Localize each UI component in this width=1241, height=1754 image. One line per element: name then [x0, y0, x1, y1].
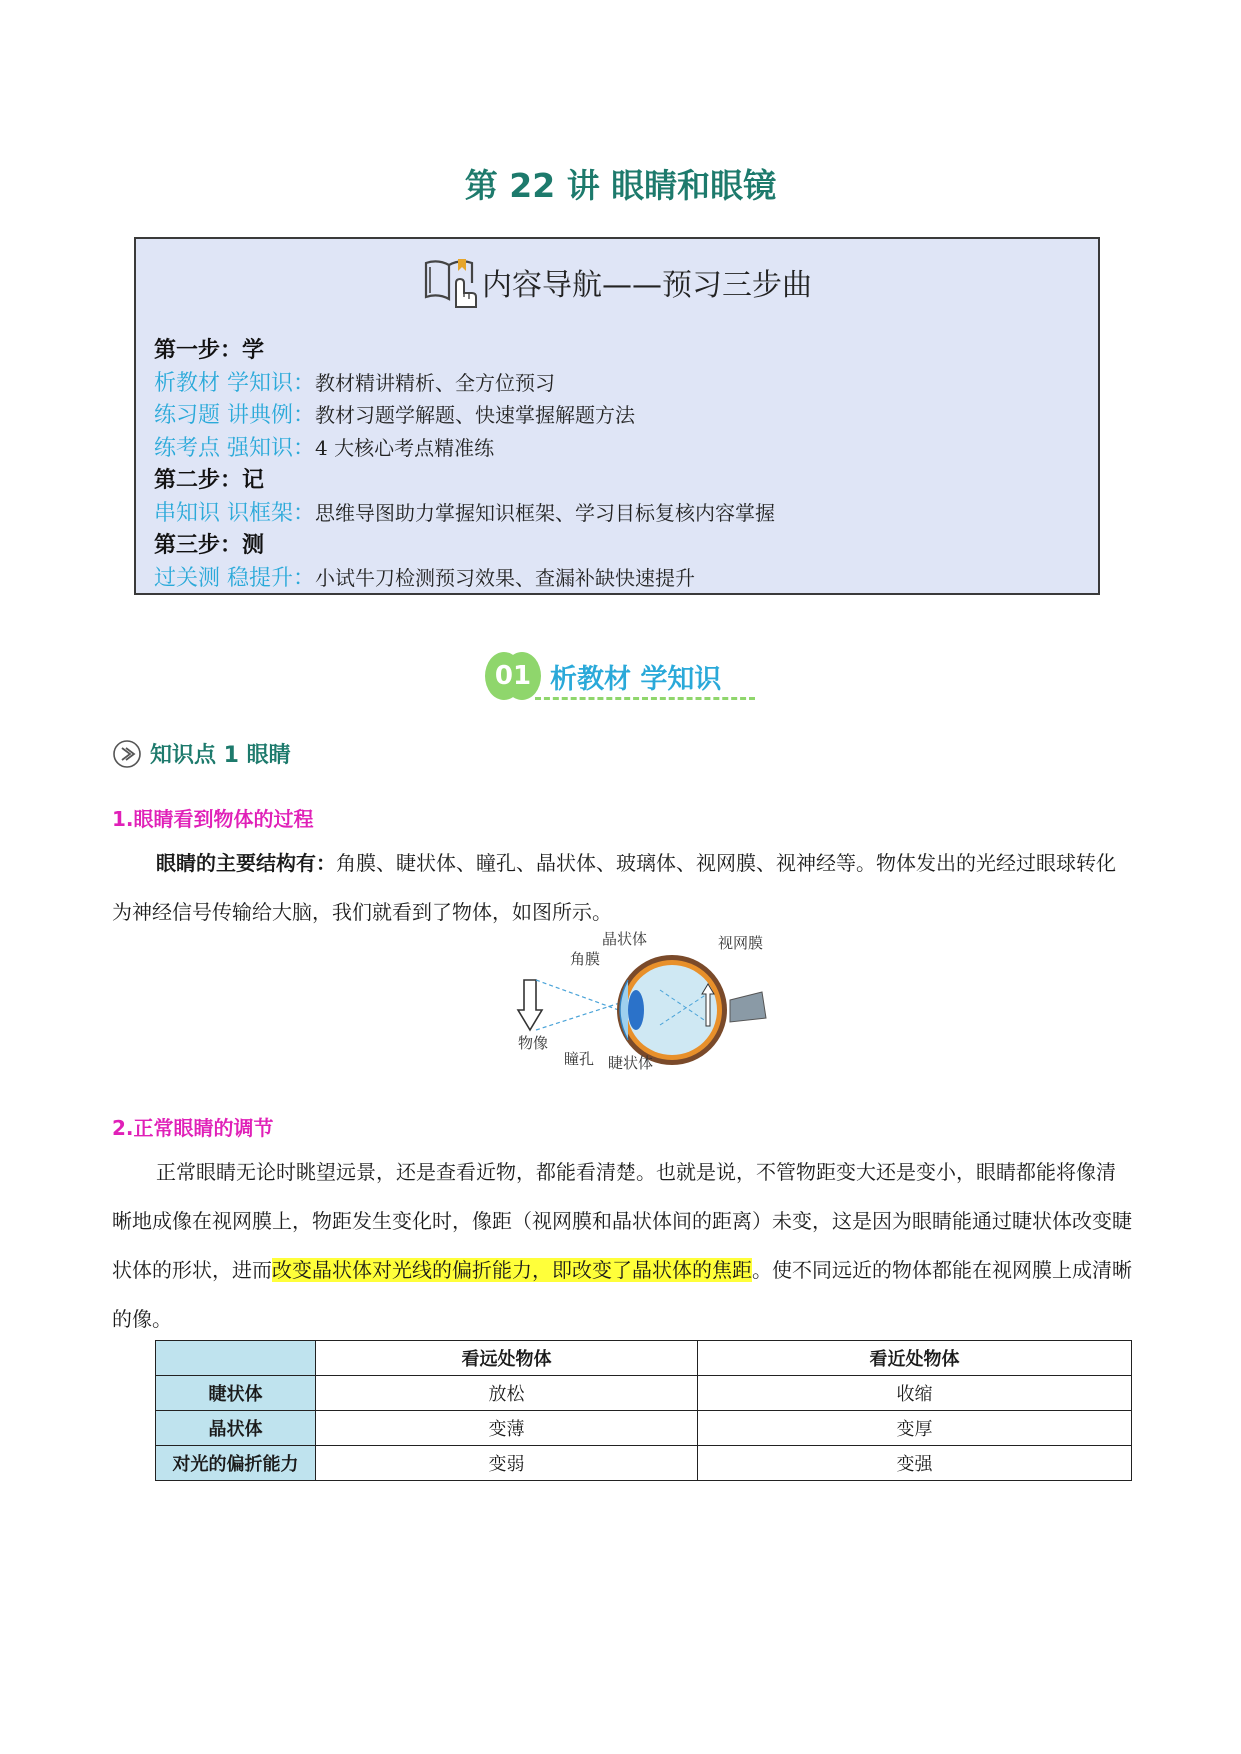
label-ciliary: 睫状体: [608, 1054, 654, 1072]
paragraph-eye-adjustment: [112, 1148, 1132, 1344]
section-number-badge: [484, 650, 542, 702]
label-cornea: 角膜: [570, 950, 601, 968]
section-label: 析教材 学知识: [550, 663, 722, 695]
label-retina: 视网膜: [718, 934, 764, 952]
step-label: 第三步：测: [154, 533, 265, 558]
comparison-table: [155, 1340, 1132, 1481]
body-text: 正常眼睛无论时眺望远景，还是查看近物，都能看清楚。也就是说，不管物距变大还是变小，眼睛都能将像清晰地成像在视网膜上，物距发生变化时，像距（视网膜和晶状体间的距离）未变，这是因为眼睛能通过睫状体改变睫状体的形状，进而: [112, 1160, 1132, 1282]
lead-text: 眼睛的主要结构有：: [156, 851, 336, 875]
nav-item-key: 练习题 讲典例：: [154, 403, 315, 428]
table-cell: 放松: [316, 1376, 698, 1411]
table-row: [156, 1411, 1132, 1446]
table-row: [156, 1446, 1132, 1481]
column-header: 看近处物体: [698, 1341, 1132, 1376]
subsection-heading-1: 1.眼睛看到物体的过程: [112, 807, 314, 831]
section-number: 01: [494, 661, 532, 691]
label-object: 物像: [518, 1034, 549, 1052]
table-cell: 变厚: [698, 1411, 1132, 1446]
nav-header: [422, 249, 812, 315]
table-row: [156, 1376, 1132, 1411]
nav-item-desc: 4 大核心考点精准练: [315, 435, 495, 460]
nav-item: [154, 399, 775, 432]
nav-item-key: 过关测 稳提升：: [154, 565, 315, 591]
nav-item: [154, 562, 775, 595]
table-cell: 收缩: [698, 1376, 1132, 1411]
nav-item: [154, 432, 775, 465]
nav-item-key: 练考点 强知识：: [154, 435, 315, 461]
nav-item: [154, 367, 775, 400]
row-header: 晶状体: [156, 1411, 316, 1446]
eye-diagram: [500, 930, 780, 1080]
nav-item-key: 串知识 识框架：: [154, 500, 315, 526]
nav-step-2: [154, 464, 775, 497]
knowledge-point-heading: [112, 738, 291, 769]
nav-lines: [154, 334, 775, 594]
body-text: 。使不同远近的物体都能在视网膜上成清晰的像。: [112, 1258, 1132, 1331]
arrow-circle-icon: [112, 739, 142, 769]
nav-item-desc: 教材精讲精析、全方位预习: [315, 370, 555, 395]
nav-item-desc: 小试牛刀检测预习效果、查漏补缺快速提升: [315, 565, 695, 590]
knowledge-point-title: 知识点 1 眼睛: [150, 743, 291, 768]
row-header: 睫状体: [156, 1376, 316, 1411]
book-pointer-icon: [422, 253, 480, 311]
step-label: 第一步：学: [154, 338, 265, 363]
table-cell: 变薄: [316, 1411, 698, 1446]
subsection-heading-2: 2.正常眼睛的调节: [112, 1116, 274, 1140]
table-corner: [156, 1341, 316, 1376]
table-header-row: [156, 1341, 1132, 1376]
nav-item-desc: 教材习题学解题、快速掌握解题方法: [315, 403, 635, 427]
table-cell: 变弱: [316, 1446, 698, 1481]
label-pupil: 瞳孔: [564, 1050, 595, 1068]
paragraph-eye-structure: [112, 839, 1132, 937]
page-title: 第 22 讲 眼睛和眼镜: [464, 166, 777, 205]
nav-title: 内容导航——预习三步曲: [482, 268, 812, 303]
body-text: 角膜、睫状体、瞳孔、晶状体、玻璃体、视网膜、视神经等。物体发出的光经过眼球转化为神经信号传输给大脑，我们就看到了物体，如图所示。: [112, 851, 1116, 924]
content-navigation-box: [134, 237, 1100, 595]
column-header: 看远处物体: [316, 1341, 698, 1376]
nav-item-desc: 思维导图助力掌握知识框架、学习目标复核内容掌握: [315, 500, 775, 525]
nav-item: [154, 497, 775, 530]
nav-step-1: [154, 334, 775, 367]
row-header: 对光的偏折能力: [156, 1446, 316, 1481]
table-cell: 变强: [698, 1446, 1132, 1481]
step-label: 第二步：记: [154, 468, 265, 493]
label-lens: 晶状体: [602, 930, 648, 948]
nav-step-3: [154, 529, 775, 562]
highlighted-text: 改变晶状体对光线的偏折能力，即改变了晶状体的焦距: [272, 1258, 752, 1282]
nav-item-key: 析教材 学知识：: [154, 370, 315, 396]
section-underline: [535, 697, 755, 700]
